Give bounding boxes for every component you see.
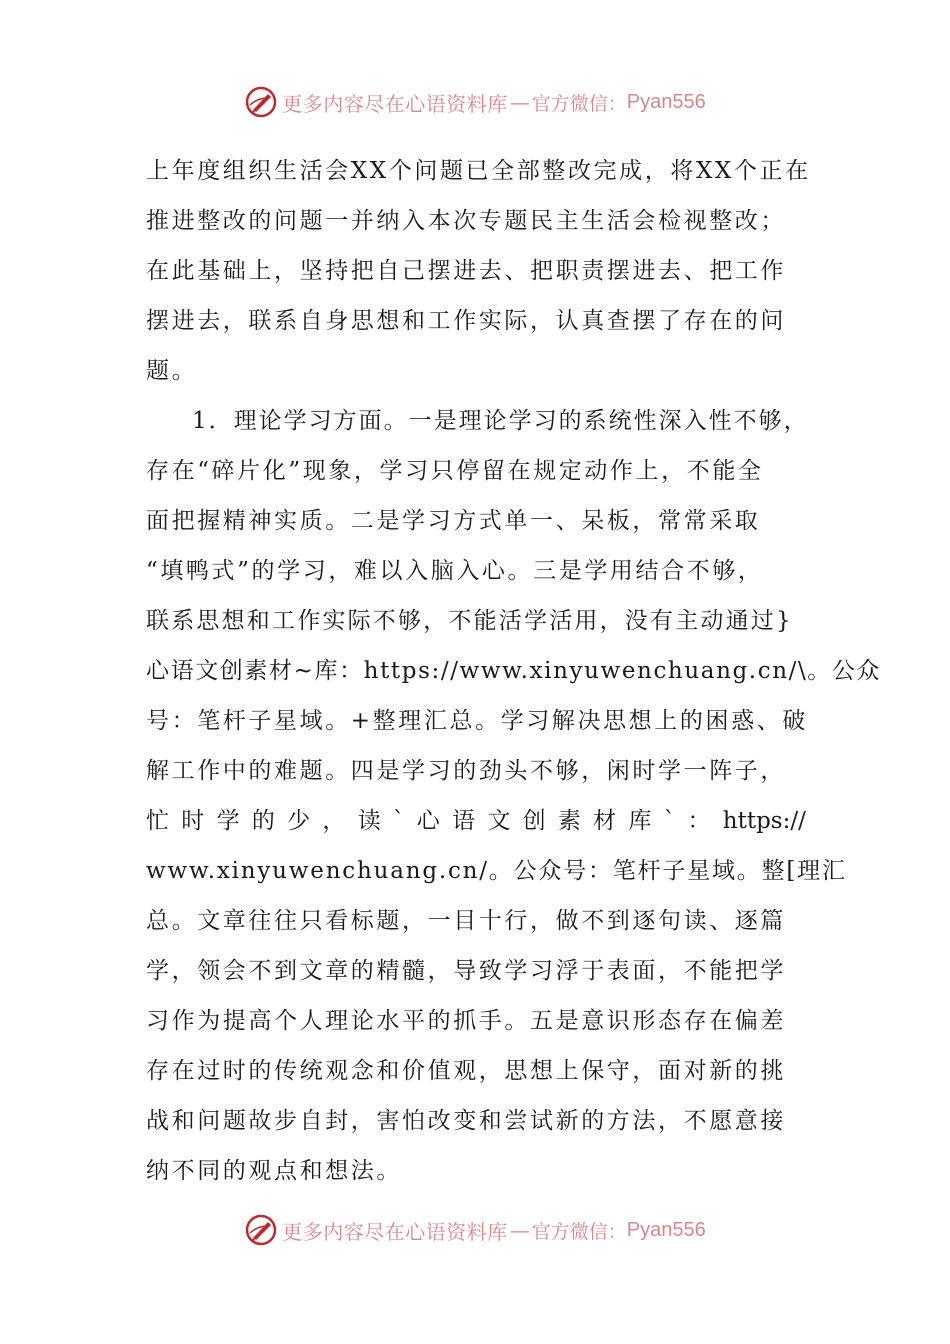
char: 心 [416, 808, 440, 834]
char: ， [322, 808, 346, 834]
banner-wechat-id: Pyan556 [626, 1218, 706, 1241]
body-line: 号：笔杆子星域。+整理汇总。学习解决思想上的困惑、破 [146, 708, 808, 734]
char: 创 [522, 808, 546, 834]
char: 时 [181, 808, 205, 834]
pen-logo-icon [244, 1213, 278, 1247]
char: 文 [487, 808, 511, 834]
char: https:// [722, 808, 806, 834]
footer-banner [0, 1210, 950, 1250]
banner-brand: 更多内容尽在心语资料库 [282, 91, 508, 116]
banner-brand: 更多内容尽在心语资料库 [282, 1219, 508, 1244]
body-line: 解工作中的难题。四是学习的劲头不够，闲时学一阵子， [146, 758, 786, 784]
header-banner [0, 82, 950, 122]
body-line: 存在过时的传统观念和价值观，思想上保守，面对新的挑 [146, 1058, 786, 1084]
pen-logo-icon [244, 85, 278, 119]
char: ` [392, 808, 405, 834]
justified-body-line [146, 796, 806, 846]
char: ： [687, 808, 711, 834]
body-line: 存在“碎片化”现象，学习只停留在规定动作上，不能全 [146, 458, 764, 484]
char: 素 [557, 808, 581, 834]
body-line: 推进整改的问题一并纳入本次专题民主生活会检视整改； [146, 208, 786, 234]
banner-wechat-label: 官方微信： [531, 1220, 627, 1243]
char: 学 [216, 808, 240, 834]
body-line: 心语文创素材~库：https://www.xinyuwenchuang.cn/\。公众 [146, 658, 882, 684]
body-line: 摆进去，联系自身思想和工作实际，认真查摆了存在的问 [146, 308, 786, 334]
body-line: 在此基础上，坚持把自己摆进去、把职责摆进去、把工作 [146, 258, 786, 284]
char: 材 [593, 808, 617, 834]
char: 库 [628, 808, 652, 834]
body-line: 习作为提高个人理论水平的抓手。五是意识形态存在偏差 [146, 1008, 786, 1034]
char: 读 [357, 808, 381, 834]
body-line: “填鸭式”的学习，难以入脑入心。三是学用结合不够， [146, 558, 764, 584]
body-line: 面把握精神实质。二是学习方式单一、呆板，常常采取 [146, 508, 761, 534]
body-line: 纳不同的观点和想法。 [146, 1158, 402, 1184]
body-line: 总。文章往往只看标题，一目十行，做不到逐句读、逐篇 [146, 908, 786, 934]
char: ` [663, 808, 676, 834]
banner-separator: — [509, 90, 530, 114]
char: 的 [251, 808, 275, 834]
body-line: 学，领会不到文章的精髓，导致学习浮于表面，不能把学 [146, 958, 786, 984]
banner-wechat-id: Pyan556 [626, 90, 706, 113]
paragraph-heading-line: 1．理论学习方面。一是理论学习的系统性深入性不够， [192, 408, 809, 434]
body-line: 战和问题故步自封，害怕改变和尝试新的方法，不愿意接 [146, 1108, 786, 1134]
body-line: 题。 [146, 358, 198, 384]
char: 少 [287, 808, 311, 834]
body-line: www.xinyuwenchuang.cn/。公众号：笔杆子星域。整[理汇 [146, 858, 847, 884]
banner-separator: — [509, 1218, 530, 1242]
body-line: 上年度组织生活会XX个问题已全部整改完成，将XX个正在 [146, 158, 811, 184]
banner-wechat-label: 官方微信： [531, 92, 627, 115]
body-line: 联系思想和工作实际不够，不能活学活用，没有主动通过} [146, 608, 793, 634]
char: 语 [452, 808, 476, 834]
char: 忙 [146, 808, 169, 834]
document-body [146, 146, 882, 1196]
